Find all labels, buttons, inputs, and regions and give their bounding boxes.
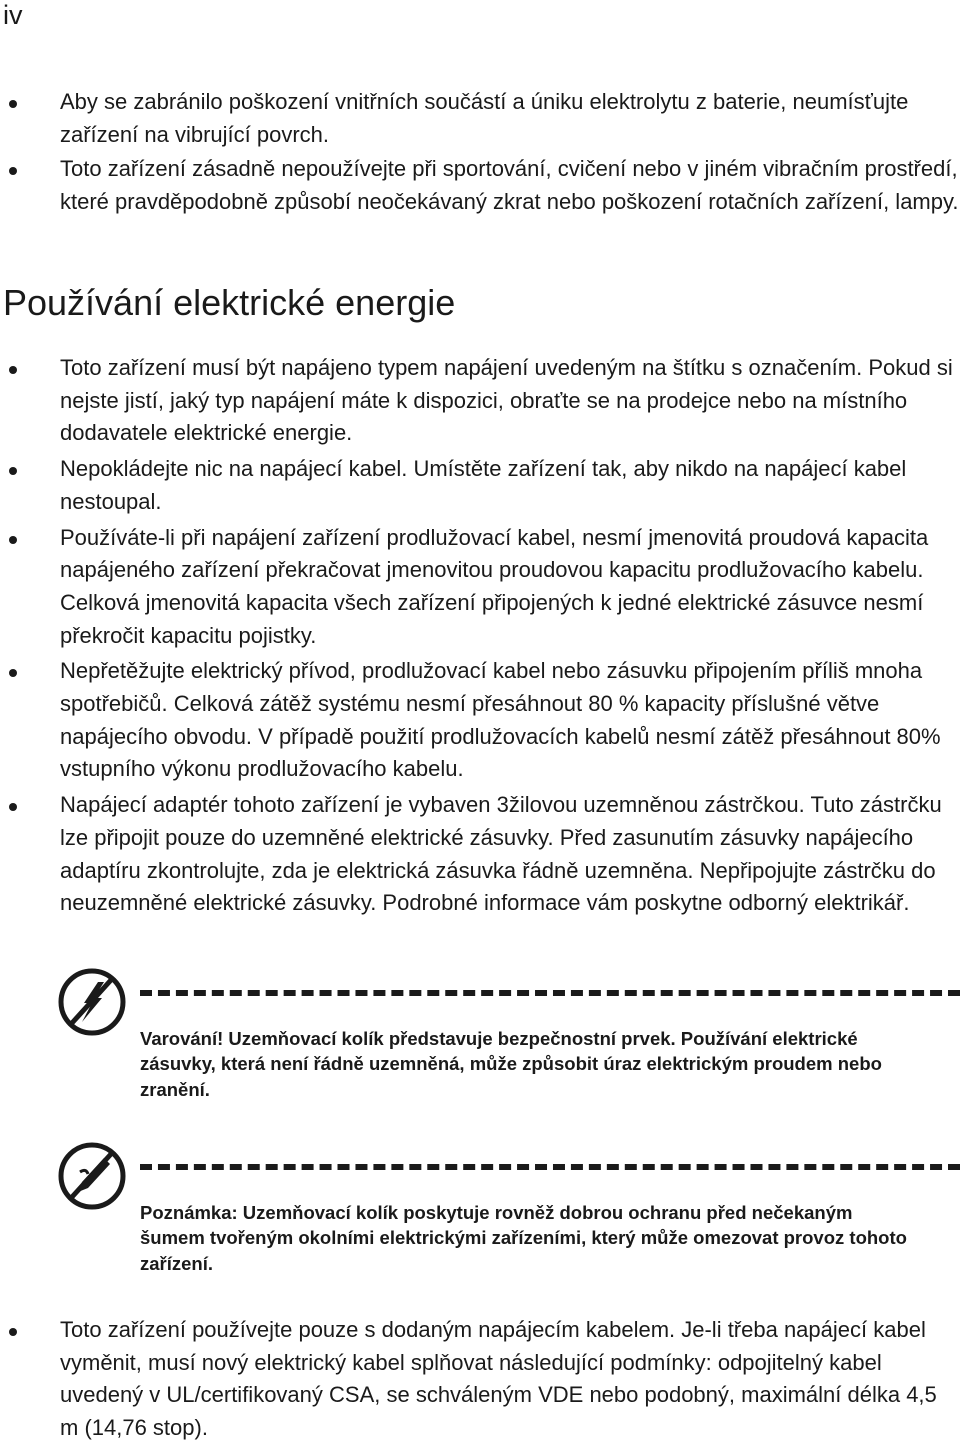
warning-notice <box>0 968 960 1128</box>
list-item-text: Napájecí adaptér tohoto zařízení je vybaven 3žilovou uzemněnou zástrčkou. Tuto zástrčku lze připojit pouze do uzemněné elektrické zásuvky. Před zasunutím zásuvky napájecího adaptíru zkontrolujte, zda je elektrická zásuvka řádně uzemněna. Nepřipojujte zástrčku do neuzemněné elektrické zásuvky. Podrobné informace vám poskytne odborný elektrikář. <box>60 792 942 916</box>
list-item-text: Toto zařízení používejte pouze s dodaným napájecím kabelem. Je-li třeba napájecí kabel vyměnit, musí nový elektrický kabel splňovat následující podmínky: odpojitelný kabel uvedený v UL/certifikovaný CSA, se schváleným VDE nebo podobný, maximální délka 4,5 m (14,76 stop). <box>60 1317 937 1441</box>
bullet-icon <box>9 366 17 374</box>
bullet-list-top <box>0 86 960 219</box>
bullet-icon <box>9 1328 17 1336</box>
divider <box>140 990 960 996</box>
list-item-text: Nepřetěžujte elektrický přívod, prodlužovací kabel nebo zásuvku připojením příliš mnoha spotřebičů. Celková zátěž systému nesmí přesáhnout 80 % kapacity příslušné větve napájecího obvodu. V případě použití prodlužovacích kabelů nesmí zátěž přesáhnout 80% vstupního výkonu prodlužovacího kabelu. <box>60 658 941 782</box>
bullet-icon <box>9 536 17 544</box>
warning-lightning-icon <box>58 968 126 1036</box>
list-item <box>0 153 960 218</box>
note-notice <box>0 1142 960 1302</box>
list-item <box>0 522 960 653</box>
list-item-text: Toto zařízení musí být napájeno typem napájení uvedeným na štítku s označením. Pokud si nejste jistí, jaký typ napájení máte k dispozici, obraťte se na prodejce nebo na místního dodavatele elektrické energie. <box>60 355 953 446</box>
list-item <box>0 789 960 920</box>
list-item-text: Aby se zabránilo poškození vnitřních součástí a úniku elektrolytu z baterie, neumísťujte zařízení na vibrující povrch. <box>60 89 909 147</box>
bullet-icon <box>9 803 17 811</box>
note-text: Poznámka: Uzemňovací kolík poskytuje rovněž dobrou ochranu před nečekaným šumem tvořeným okolními elektrickými zařízeními, který může omezovat provoz tohoto zařízení. <box>140 1202 907 1274</box>
bullet-icon <box>9 467 17 475</box>
bullet-list-section <box>0 352 960 920</box>
list-item-text: Používáte-li při napájení zařízení prodlužovací kabel, nesmí jmenovitá proudová kapacita napájeného zařízení překračovat jmenovitou proudovou kapacitu prodlužovacího kabelu. Celková jmenovitá kapacita všech zařízení připojených k jedné elektrické zásuvce nesmí překročit kapacitu pojistky. <box>60 524 929 648</box>
divider <box>140 1164 960 1170</box>
list-item <box>0 1314 960 1445</box>
warning-text: Varování! Uzemňovací kolík představuje bezpečnostní prvek. Používání elektrické zásuvky, která není řádně uzemněná, může způsobit úraz elektrickým proudem nebo zranění. <box>140 1028 882 1100</box>
bullet-list-bottom <box>0 1314 960 1445</box>
bullet-icon <box>9 100 17 108</box>
list-item-text: Nepokládejte nic na napájecí kabel. Umístěte zařízení tak, aby nikdo na napájecí kabel nestoupal. <box>60 456 907 514</box>
list-item <box>0 655 960 786</box>
bullet-icon <box>9 167 17 175</box>
list-item <box>0 86 960 151</box>
bullet-icon <box>9 669 17 677</box>
list-item <box>0 352 960 450</box>
list-item-text: Toto zařízení zásadně nepoužívejte při sportování, cvičení nebo v jiném vibračním prostředí, které pravděpodobně způsobí neočekávaný zkrat nebo poškození rotačních zařízení, lampy. <box>60 156 959 215</box>
section-heading: Používání elektrické energie <box>3 282 456 323</box>
page-number: iv <box>3 0 23 30</box>
note-pen-icon <box>58 1142 126 1210</box>
list-item <box>0 453 960 518</box>
